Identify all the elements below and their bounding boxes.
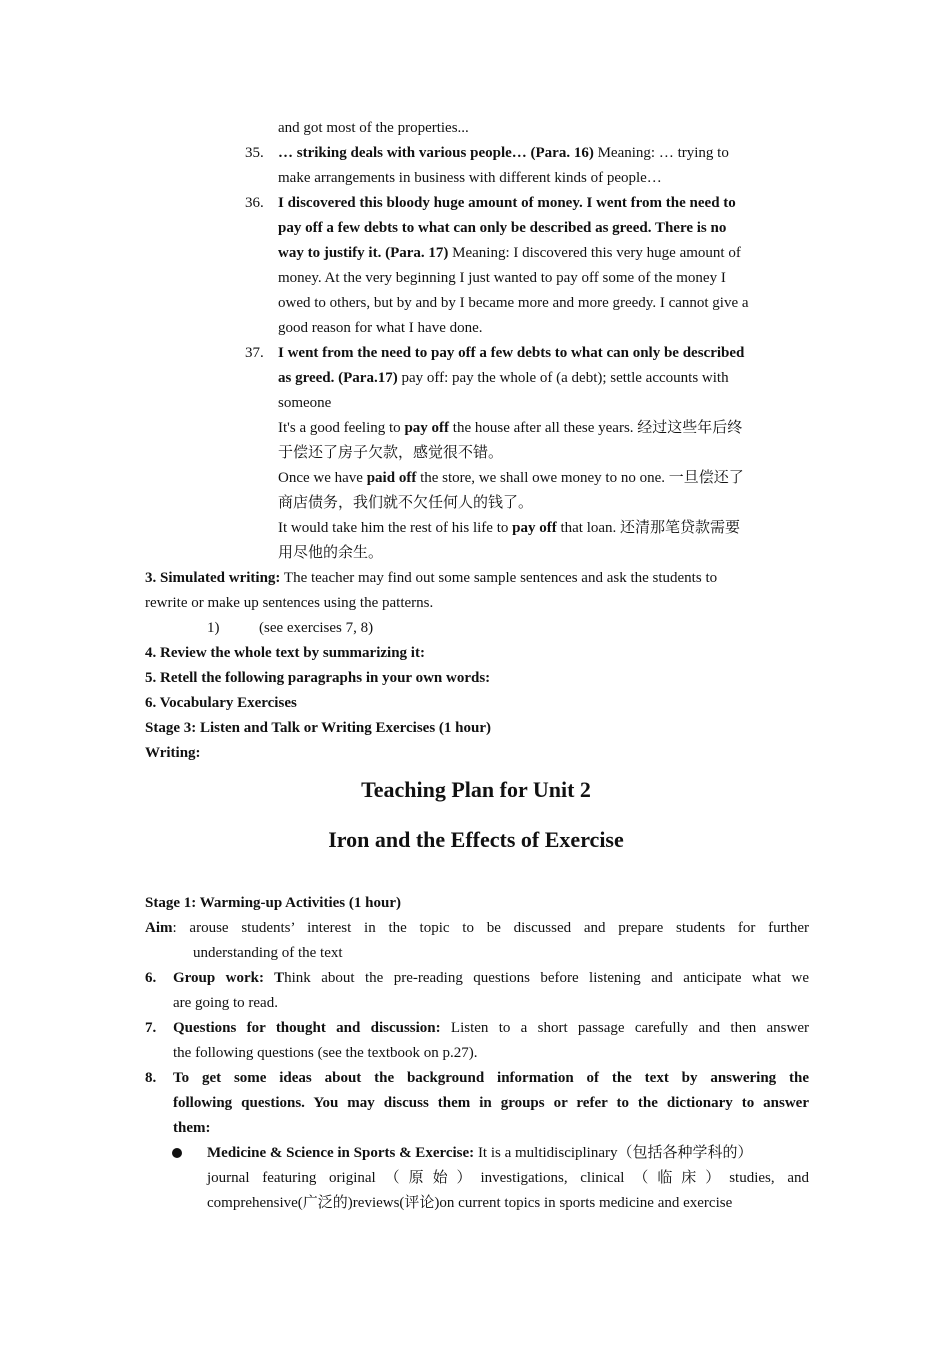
bullet-1-line-1 — [207, 1141, 753, 1166]
item-35-phrase: … striking deals with various people… (Para. 16) — [278, 145, 594, 161]
item-35-number: 35. — [245, 145, 264, 161]
item-8-line-1: To get some ideas about the background information of the text by answering the — [173, 1070, 809, 1086]
aim-line-2: understanding of the text — [193, 945, 343, 961]
step-6: 6. Vocabulary Exercises — [145, 695, 297, 711]
step-3-sub-number: 1) — [207, 620, 220, 636]
item-36-meaning: Meaning: I discovered this very huge amount of — [448, 245, 741, 261]
example-1-text-c: the house after all these years. 经过这些年后终 — [449, 420, 743, 436]
item-35-meaning: Meaning: … trying to — [593, 145, 729, 161]
example-2-phrase: paid off — [366, 470, 417, 486]
aim-text: : arouse students’ interest in the topic to be discussed and prepare students for further — [172, 920, 809, 936]
item-35-line-1 — [278, 141, 729, 166]
item-36-para-ref: way to justify it. (Para. 17) — [278, 245, 449, 261]
stage-3-heading: Stage 3: Listen and Talk or Writing Exercises (1 hour) — [145, 720, 492, 736]
item-37-line-3: someone — [278, 395, 332, 411]
item-6-line-2: are going to read. — [173, 995, 278, 1011]
item-7-text: Listen to a short passage carefully and then answer — [440, 1020, 809, 1036]
step-3-sub-text: (see exercises 7, 8) — [259, 620, 374, 636]
item-36-line-5: owed to others, but by and by I became more and more greedy. I cannot give a — [278, 295, 749, 311]
item-36-line-3 — [278, 241, 741, 266]
example-1-line-2: 于偿还了房子欠款，感觉很不错。 — [278, 445, 504, 461]
step-3-line-2: rewrite or make up sentences using the patterns. — [145, 595, 434, 611]
example-2-line-2: 商店债务，我们就不欠任何人的钱了。 — [278, 495, 534, 511]
bullet-1-heading: Medicine & Science in Sports & Exercise: — [207, 1145, 475, 1161]
aim-label: Aim — [145, 920, 173, 936]
bullet-1-line-2: journal featuring original（原始）investigations, clinical（临床）studies, and — [207, 1170, 809, 1186]
writing-heading: Writing: — [145, 745, 201, 761]
bullet-dot — [172, 1148, 182, 1158]
item-34-continuation: and got most of the properties... — [278, 120, 469, 136]
stage-1-heading: Stage 1: Warming-up Activities (1 hour) — [145, 895, 401, 911]
bullet-1-text: It is a multidisciplinary（包括各种学科的） — [474, 1145, 753, 1161]
item-37-definition: pay off: pay the whole of (a debt); settle accounts with — [397, 370, 729, 386]
item-36-number: 36. — [245, 195, 264, 211]
item-6-number: 6. — [145, 970, 157, 986]
item-6-text: hink about the pre-reading questions before listening and anticipate what we — [284, 970, 809, 986]
item-6-heading: Group work: T — [173, 970, 285, 986]
item-36-line-2: pay off a few debts to what can only be described as greed. There is no — [278, 220, 727, 236]
item-8-number: 8. — [145, 1070, 157, 1086]
item-35-line-2: make arrangements in business with different kinds of people… — [278, 170, 662, 186]
item-7-line-1 — [173, 1016, 809, 1041]
example-3-text-a: It would take him the rest of his life to — [278, 520, 513, 536]
item-36-line-6: good reason for what I have done. — [278, 320, 483, 336]
example-3-phrase: pay off — [512, 520, 557, 536]
item-37-number: 37. — [245, 345, 264, 361]
example-1-phrase: pay off — [404, 420, 450, 436]
item-36-line-4: money. At the very beginning I just wanted to pay off some of the money I — [278, 270, 726, 286]
example-3-line-2: 用尽他的余生。 — [278, 545, 384, 561]
item-37-para-ref: as greed. (Para.17) — [278, 370, 398, 386]
item-6-line-1 — [173, 966, 809, 991]
example-3-text-c: that loan. 还清那笔贷款需要 — [556, 520, 741, 536]
step-3-heading: 3. Simulated writing: — [145, 570, 281, 586]
item-37-line-1: I went from the need to pay off a few debts to what can only be described — [278, 345, 745, 361]
example-2-text-a: Once we have — [278, 470, 367, 486]
step-4: 4. Review the whole text by summarizing it: — [145, 645, 425, 661]
item-8-line-2: following questions. You may discuss them in groups or refer to the dictionary to answer — [173, 1095, 809, 1111]
bullet-1-line-3: comprehensive(广泛的)reviews(评论)on current topics in sports medicine and exercise — [207, 1195, 733, 1211]
step-3-line-1 — [145, 566, 717, 591]
item-7-heading: Questions for thought and discussion: — [173, 1020, 441, 1036]
unit-2-title: Teaching Plan for Unit 2 — [361, 777, 591, 802]
example-2-text-c: the store, we shall owe money to no one. 一旦偿还了 — [416, 470, 744, 486]
item-7-line-2: the following questions (see the textbook on p.27). — [173, 1045, 478, 1061]
aim-line-1 — [145, 916, 809, 941]
example-1-line-1 — [278, 416, 742, 441]
unit-2-subtitle: Iron and the Effects of Exercise — [328, 827, 624, 852]
example-1-text-a: It's a good feeling to — [278, 420, 405, 436]
item-8-line-3: them: — [173, 1120, 211, 1136]
step-5: 5. Retell the following paragraphs in your own words: — [145, 670, 491, 686]
item-7-number: 7. — [145, 1020, 157, 1036]
step-3-text: The teacher may find out some sample sentences and ask the students to — [280, 570, 718, 586]
example-2-line-1 — [278, 466, 744, 491]
example-3-line-1 — [278, 516, 740, 541]
item-36-line-1: I discovered this bloody huge amount of money. I went from the need to — [278, 195, 736, 211]
item-37-line-2 — [278, 366, 729, 391]
